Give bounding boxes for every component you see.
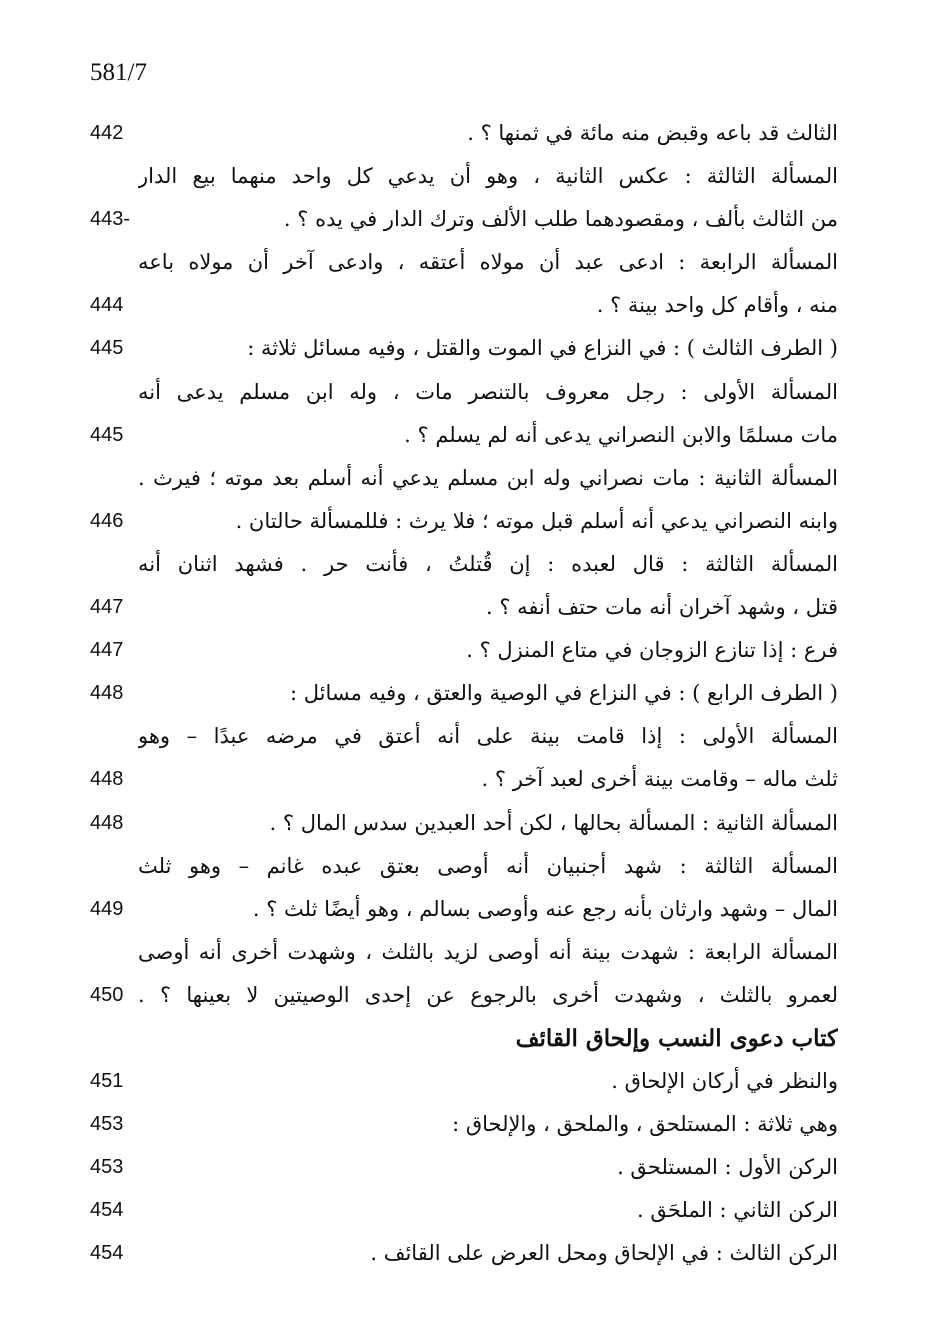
toc-entry-text: المسألة الثانية : المسألة بحالها ، لكن أحد العبدين سدس المال ؟ . — [269, 810, 838, 835]
toc-line — [60, 155, 838, 198]
toc-line — [60, 802, 838, 845]
toc-page-number: 450 — [90, 983, 124, 1006]
toc-line — [60, 1189, 838, 1232]
toc-entry-text: لعمرو بالثلث ، وشهدت أخرى بالرجوع عن إحدى الوصيتين لا بعينها ؟ . — [138, 982, 838, 1007]
toc-line — [60, 715, 838, 758]
toc-page-number: 448 — [90, 811, 124, 834]
toc-page-number: 445 — [90, 423, 124, 446]
toc-entry-text: المسألة الثانية : مات نصراني وله ابن مسلم يدعي أنه أسلم بعد موته ؛ فيرث . — [138, 465, 838, 490]
toc-line — [60, 974, 838, 1017]
toc-page-number: 447 — [90, 596, 124, 619]
toc-line — [60, 371, 838, 414]
page-number: 581/7 — [90, 59, 147, 86]
toc-page-number: 448 — [90, 768, 124, 791]
toc-line — [60, 414, 838, 457]
toc-line — [60, 931, 838, 974]
toc-entry-text: المال – وشهد وارثان بأنه رجع عنه وأوصى بسالم ، وهو أيضًا ثلث ؟ . — [252, 896, 838, 921]
toc-entry-text: الركن الأول : المستلحق . — [617, 1155, 838, 1180]
toc-line — [60, 112, 838, 155]
section-heading: كتاب دعوى النسب وإلحاق القائف — [515, 1024, 838, 1052]
toc-entry-text: المسألة الثالثة : عكس الثانية ، وهو أن يدعي كل واحد منهما بيع الدار — [138, 164, 838, 189]
toc-line — [60, 672, 838, 715]
toc-entry-text: منه ، وأقام كل واحد بينة ؟ . — [596, 293, 838, 318]
toc-line — [60, 888, 838, 931]
toc-line — [60, 629, 838, 672]
toc-entry-text: المسألة الرابعة : شهدت بينة أنه أوصى لزيد بالثلث ، وشهدت أخرى أنه أوصى — [138, 939, 838, 964]
toc-entry-text: فرع : إذا تنازع الزوجان في متاع المنزل ؟ . — [466, 638, 838, 663]
toc-page-number: 451 — [90, 1070, 124, 1093]
toc-line — [60, 284, 838, 327]
toc-entry-text: المسألة الثالثة : قال لعبده : إن قُتلتُ ، فأنت حر . فشهد اثنان أنه — [138, 551, 838, 576]
toc-entry-text: المسألة الأولى : رجل معروف بالتنصر مات ، وله ابن مسلم يدعى أنه — [138, 379, 838, 404]
toc-page-number: 449 — [90, 897, 124, 920]
toc-page-number: 444 — [90, 294, 124, 317]
toc-line — [60, 543, 838, 586]
toc-entry-text: وهي ثلاثة : المستلحق ، والملحق ، والإلحاق : — [452, 1112, 838, 1137]
toc-line — [60, 457, 838, 500]
toc-entry-text: ( الطرف الرابع ) : في النزاع في الوصية والعتق ، وفيه مسائل : — [290, 681, 838, 706]
toc-line — [60, 586, 838, 629]
toc-entry-text: من الثالث بألف ، ومقصودهما طلب الألف وترك الدار في يده ؟ . — [283, 207, 838, 232]
toc-page-number: 447 — [90, 639, 124, 662]
toc-line — [60, 845, 838, 888]
toc-line — [60, 1060, 838, 1103]
toc-entry-text: الثالث قد باعه وقبض منه مائة في ثمنها ؟ . — [467, 121, 838, 145]
toc-entry-text: قتل ، وشهد آخران أنه مات حتف أنفه ؟ . — [485, 595, 838, 620]
toc-page-number: 442 — [90, 122, 124, 144]
toc-line — [60, 1103, 838, 1146]
toc-page-number: 443- — [90, 208, 131, 231]
toc-entry-text: ثلث ماله – وقامت بينة أخرى لعبد آخر ؟ . — [481, 767, 838, 792]
toc-page-number: 454 — [90, 1242, 124, 1265]
toc-page-number: 453 — [90, 1156, 124, 1179]
table-of-contents — [60, 112, 838, 1276]
toc-entry-text: الركن الثاني : الملحَق . — [637, 1198, 838, 1223]
toc-entry-text: ( الطرف الثالث ) : في النزاع في الموت والقتل ، وفيه مسائل ثلاثة : — [247, 336, 838, 361]
toc-page-number: 454 — [90, 1199, 124, 1222]
toc-page-number: 453 — [90, 1113, 124, 1136]
toc-line — [60, 241, 838, 284]
toc-page-number: 446 — [90, 509, 124, 532]
toc-line — [60, 1017, 838, 1060]
toc-page-number: 445 — [90, 337, 124, 360]
toc-entry-text: المسألة الثالثة : شهد أجنبيان أنه أوصى بعتق عبده غانم – وهو ثلث — [138, 853, 838, 878]
toc-line — [60, 500, 838, 543]
toc-entry-text: والنظر في أركان الإلحاق . — [611, 1069, 838, 1094]
toc-entry-text: وابنه النصراني يدعي أنه أسلم قبل موته ؛ فلا يرث : فللمسألة حالتان . — [235, 508, 838, 533]
toc-entry-text: المسألة الرابعة : ادعى عبد أن مولاه أعتقه ، وادعى آخر أن مولاه باعه — [138, 250, 838, 275]
toc-line — [60, 198, 838, 241]
toc-page-number: 448 — [90, 682, 124, 705]
toc-line — [60, 1232, 838, 1275]
toc-entry-text: الركن الثالث : في الإلحاق ومحل العرض على القائف . — [370, 1241, 838, 1266]
toc-entry-text: المسألة الأولى : إذا قامت بينة على أنه أعتق في مرضه عبدًا – وهو — [138, 724, 838, 749]
toc-line — [60, 758, 838, 801]
toc-line — [60, 327, 838, 370]
toc-line — [60, 1146, 838, 1189]
toc-entry-text: مات مسلمًا والابن النصراني يدعى أنه لم يسلم ؟ . — [404, 422, 838, 447]
